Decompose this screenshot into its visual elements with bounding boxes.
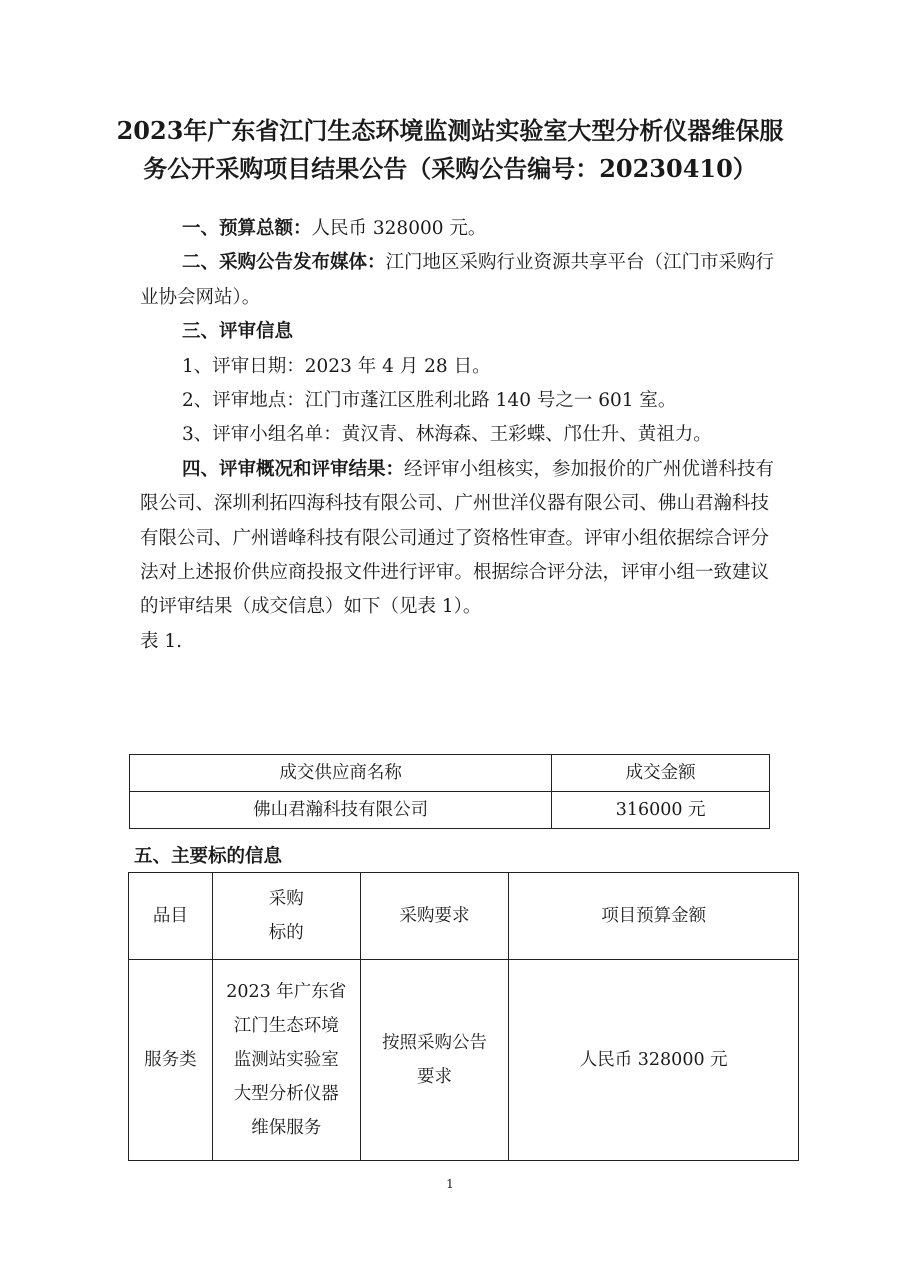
review-panel: 3、评审小组名单：黄汉青、林海森、王彩蝶、邝仕升、黄祖力。: [182, 424, 712, 446]
requirement-line: 按照采购公告: [382, 1033, 488, 1053]
section-budget: [140, 212, 780, 246]
supplier-name: 佛山君瀚科技有限公司: [130, 792, 552, 829]
page-number: 1: [446, 1177, 454, 1191]
section-media-text: 江门地区采购行业资源共享平台（江门市采购行业协会网站）。: [140, 252, 775, 308]
subject-line: 2023 年广东省: [226, 982, 347, 1002]
review-date: 1、评审日期：2023 年 4 月 28 日。: [182, 355, 491, 377]
table-row: [129, 960, 799, 1161]
section-budget-heading: 一、预算总额：: [182, 218, 312, 239]
table-caption: 表 1.: [140, 630, 183, 652]
requirement-line: 要求: [417, 1067, 453, 1087]
header-subject-line: 采购: [268, 889, 304, 909]
subject-line: 江门生态环境: [233, 1016, 339, 1036]
subject-line: 监测站实验室: [233, 1050, 339, 1070]
section-media-heading: 二、采购公告发布媒体：: [182, 252, 386, 274]
subject-line: 维保服务: [251, 1118, 322, 1138]
section-result: [140, 453, 780, 625]
header-requirement: 采购要求: [360, 873, 509, 960]
section-review-heading: 三、评审信息: [182, 321, 294, 343]
requirement-cell: [360, 960, 509, 1161]
page-title: 2023年广东省江门生态环境监测站实验室大型分析仪器维保服务公开采购项目结果公告（采购公告编号：20230410）: [116, 116, 784, 183]
subject-cell: [212, 960, 360, 1161]
body-text: [140, 212, 780, 659]
section-result-text: 经评审小组核实，参加报价的广州优谱科技有限公司、深圳利拓四海科技有限公司、广州世洋仪器有限公司、佛山君瀚科技有限公司、广州谱峰科技有限公司通过了资格性审查。评审小组依据综合评分法对上述报价供应商投报文件进行评审。根据综合评分法，评审小组一致建议的评审结果（成交信息）如下（见表 1）。: [140, 458, 775, 618]
table-header-row: [130, 755, 770, 792]
subject-table: [128, 872, 799, 1161]
section-result-heading: 四、评审概况和评审结果：: [182, 458, 405, 480]
header-amount: 成交金额: [552, 755, 770, 792]
table-header-row: [129, 873, 799, 960]
header-supplier: 成交供应商名称: [130, 755, 552, 792]
header-budget: 项目预算金额: [509, 873, 799, 960]
category-cell: 服务类: [129, 960, 213, 1161]
table-row: [130, 792, 770, 829]
award-amount: 316000 元: [552, 792, 770, 829]
review-location: 2、评审地点：江门市蓬江区胜利北路 140 号之一 601 室。: [182, 390, 677, 412]
award-table: [129, 754, 770, 829]
section-budget-text: 人民币 328000 元。: [311, 218, 487, 239]
budget-cell: 人民币 328000 元: [509, 960, 799, 1161]
header-subject-line: 标的: [268, 923, 304, 943]
header-subject: [212, 873, 360, 960]
header-category: 品目: [129, 873, 213, 960]
section-media: [140, 246, 780, 315]
subject-line: 大型分析仪器: [233, 1084, 339, 1104]
section-subject-heading: 五、主要标的信息: [134, 846, 283, 867]
